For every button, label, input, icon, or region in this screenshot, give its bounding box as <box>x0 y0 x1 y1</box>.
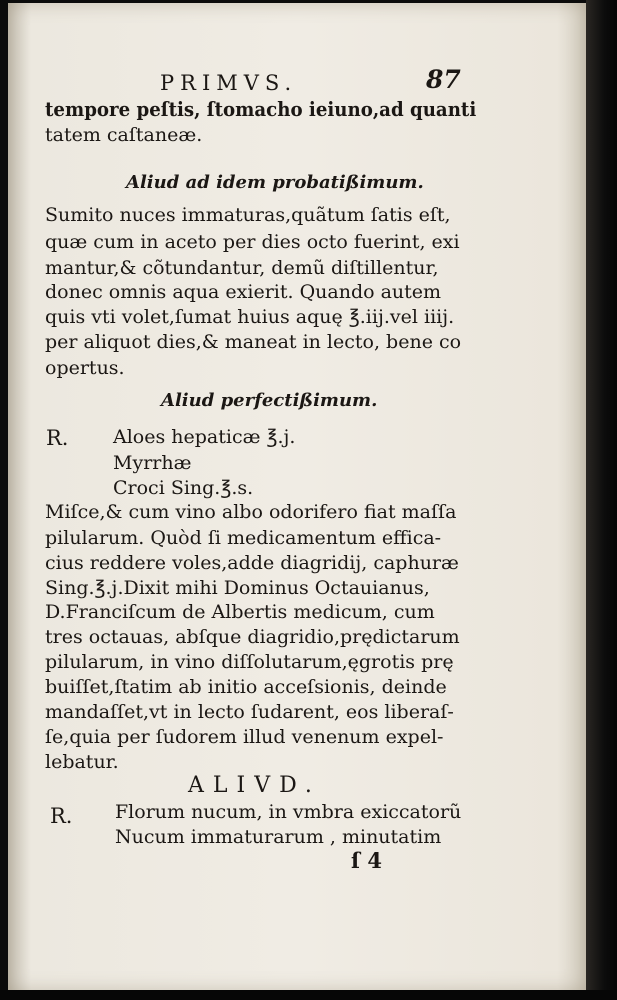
text-line: pilularum. Quòd ſi medicamentum effica- <box>45 527 442 549</box>
section-heading: Aliud perfectißimum. <box>161 390 378 411</box>
page-edge-shadow <box>586 0 617 1000</box>
signature-mark: ſ 4 <box>351 848 382 873</box>
text-line: mantur,& cõtundantur, demũ diſtillentur, <box>45 257 439 279</box>
page-number: 87 <box>426 65 461 94</box>
section-heading: Aliud ad idem probatißimum. <box>126 172 424 193</box>
text-line: ſe,quia per ſudorem illud venenum expel- <box>45 726 444 748</box>
recipe-item: Florum nucum, in vmbra exiccatorũ <box>115 801 462 823</box>
text-line: tres octauas, abſque diagridio,prędictarum <box>45 626 460 648</box>
recipe-symbol: R. <box>46 426 69 450</box>
text-line: tempore peſtis, ſtomacho ieiuno,ad quanti <box>45 97 477 121</box>
text-line: Sumito nuces immaturas,quãtum ſatis eſt, <box>45 204 451 226</box>
running-head: PRIMVS. <box>160 71 298 95</box>
text-line: cius reddere voles,adde diagridij, caphuræ <box>45 552 459 574</box>
recipe-symbol: R. <box>50 804 73 828</box>
text-line: buiſſet,ſtatim ab initio acceſsionis, deinde <box>45 676 447 698</box>
scan-border <box>0 990 617 1000</box>
section-heading: ALIVD. <box>188 773 321 798</box>
text-line: Miſce,& cum vino albo odorifero fiat maſſa <box>45 501 457 523</box>
text-line: per aliquot dies,& maneat in lecto, bene co <box>45 331 462 353</box>
book-page <box>8 3 586 991</box>
recipe-item: Aloes hepaticæ ℥.j. <box>113 426 296 448</box>
text-line: D.Franciſcum de Albertis medicum, cum <box>45 601 435 623</box>
text-line: quæ cum in aceto per dies octo fuerint, exi <box>45 231 460 253</box>
text-line: tatem caſtaneæ. <box>45 124 203 146</box>
recipe-item: Croci Sing.℥.s. <box>113 477 254 499</box>
recipe-item: Nucum immaturarum , minutatim <box>115 826 442 848</box>
text-line: lebatur. <box>45 751 119 773</box>
text-line: donec omnis aqua exierit. Quando autem <box>45 281 442 303</box>
recipe-item: Myrrhæ <box>113 452 192 474</box>
text-line: Sing.℥.j.Dixit mihi Dominus Octauianus, <box>45 577 430 599</box>
text-line: pilularum, in vino diſſolutarum,ęgrotis prę <box>45 651 454 673</box>
text-line: opertus. <box>45 357 125 379</box>
text-line: quis vti volet,ſumat huius aquę ℥.iij.vel iiij. <box>45 306 455 328</box>
text-line: mandaſſet,vt in lecto ſudarent, eos liberaſ- <box>45 701 454 723</box>
